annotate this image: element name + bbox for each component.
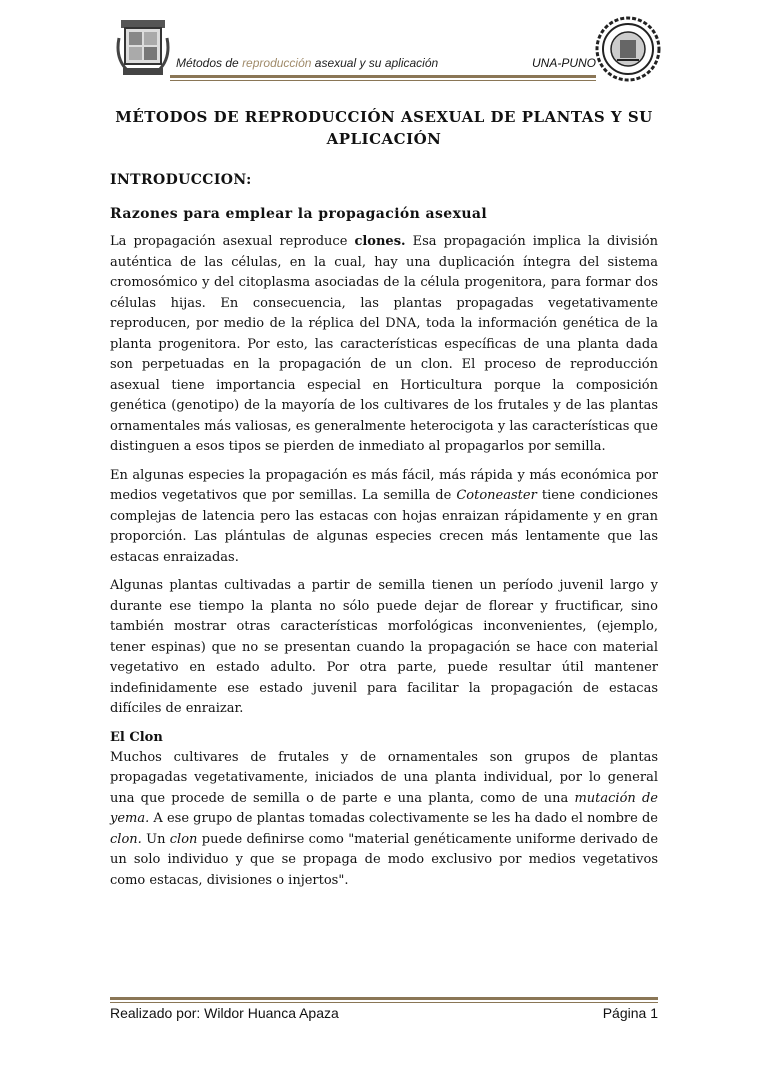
page-header xyxy=(176,56,596,70)
footer-page-number: Página 1 xyxy=(602,1005,658,1021)
coat-of-arms-logo xyxy=(115,18,171,80)
paragraph-cotoneaster: En algunas especies la propagación es más fácil, más rápida y más económica por medios vegetativos que por semillas. La semilla de Cotoneaster tiene condiciones complejas de latencia pero las estacas con hojas enraizan rápidamente y en gran proporción. Las plántulas de algunas especies crecen más lentamente que las estacas enraizadas. xyxy=(110,467,658,565)
header-course-title: Métodos de reproducción asexual y su aplicación xyxy=(176,56,439,70)
header-rule xyxy=(170,75,596,78)
clon-heading: El Clon xyxy=(110,729,163,745)
paragraph-clones: La propagación asexual reproduce clones. Esa propagación implica la división auténtica de las células, en la cual, hay una duplicación íntegra del sistema cromosómico y del citoplasma asociadas de la célula progenitora, para formar dos células hijas. En consecuencia, las plantas propagadas vegetativamente reproducen, por medio de la réplica del DNA, toda la información genética de la planta progenitora. Por esto, las características específicas de una planta dada son perpetuadas en la propagación de un clon. El proceso de reproducción asexual tiene importancia especial en Horticultura porque la composición genética (genotipo) de la mayoría de los cultivares de los frutales y de las plantas ornamentales más valiosas, es generalmente heterocigota y las características que distinguen a esos tipos se pierden de inmediato al propagarlos por semilla. xyxy=(110,234,658,454)
document-title: MÉTODOS DE REPRODUCCIÓN ASEXUAL DE PLANTAS Y SU APLICACIÓN xyxy=(115,108,653,148)
header-rule-thin xyxy=(170,80,596,81)
paragraph-juvenile: Algunas plantas cultivadas a partir de semilla tienen un período juvenil largo y durante ese tiempo la planta no sólo puede dejar de florear y fructificar, sino también mostrar otras características morfológicas inconvenientes, (ejemplo, tener espinas) que no se presentan cuando la propagación se hace con material vegetativo en estado adulto. Por otra parte, puede resultar útil mantener indefinidamente ese estado juvenil para facilitar la propagación de estacas difíciles de enraizar. xyxy=(110,578,658,716)
intro-heading: INTRODUCCION: xyxy=(110,172,252,188)
document-body xyxy=(110,172,658,899)
footer-rule-thin xyxy=(110,1002,658,1003)
razones-heading: Razones para emplear la propagación asexual xyxy=(110,206,488,222)
footer-author: Realizado por: Wildor Huanca Apaza xyxy=(110,1005,339,1021)
university-seal-logo xyxy=(595,16,661,82)
paragraph-clon: Muchos cultivares de frutales y de ornamentales son grupos de plantas propagadas vegetativamente, iniciados de una planta individual, por lo general una que procede de semilla o de parte e una planta, como de una mutación de yema. A ese grupo de plantas tomadas colectivamente se les ha dado el nombre de clon. Un clon puede definirse como "material genéticamente uniforme derivado de un solo individuo y que se propaga de modo exclusivo por medios vegetativos como estacas, divisiones o injertos". xyxy=(110,749,659,888)
page-footer xyxy=(110,1005,658,1021)
footer-rule xyxy=(110,997,658,1000)
header-institution: UNA-PUNO xyxy=(531,56,596,70)
